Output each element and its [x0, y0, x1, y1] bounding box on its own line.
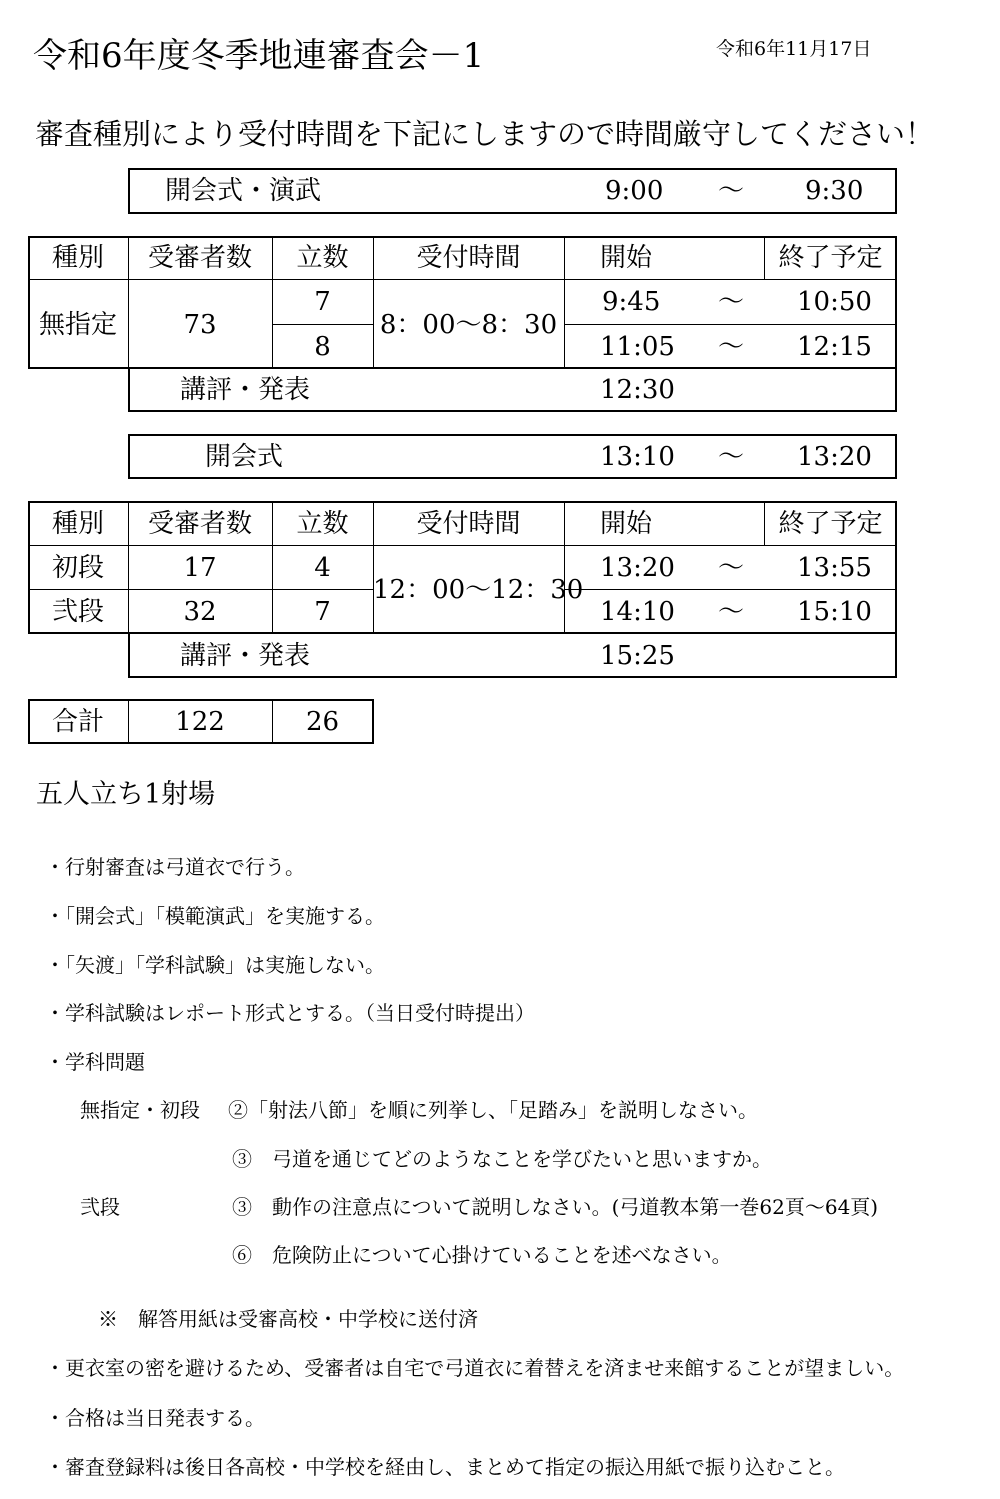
- end-time: 10:50: [797, 287, 872, 317]
- ceremony-end: 13:20: [797, 442, 872, 472]
- time-tilde: ～: [718, 287, 745, 317]
- ceremony-tilde: ～: [718, 176, 745, 206]
- time-tilde: ～: [718, 597, 745, 627]
- tachi-count: 7: [314, 287, 331, 317]
- ceremony-tilde: ～: [718, 442, 745, 472]
- end-time: 12:15: [797, 332, 872, 362]
- header-category: 種別: [51, 243, 104, 273]
- tachi-count: 4: [314, 553, 331, 583]
- note-item: ・更衣室の密を避けるため、受審者は自宅で弓道衣に着替えを済ませ来館することが望ましい。: [45, 1356, 905, 1380]
- header-examinees: 受審者数: [147, 509, 252, 539]
- tachi-count: 7: [314, 597, 331, 627]
- header-tachi: 立数: [296, 243, 349, 273]
- start-time: 9:45: [602, 287, 661, 317]
- examinees-count: 73: [183, 310, 217, 340]
- ceremony-start: 13:10: [600, 442, 675, 472]
- ceremony-label: 開会式・演武: [165, 176, 322, 206]
- note-item: ・合格は当日発表する。: [45, 1406, 265, 1430]
- review-time: 12:30: [600, 375, 675, 405]
- question-item: ②「射法八節」を順に列挙し、「足踏み」を説明しなさい。: [228, 1098, 758, 1122]
- question-item: ⑥ 危険防止について心掛けていることを述べなさい。: [232, 1243, 732, 1267]
- category-unspecified: 無指定: [38, 310, 117, 340]
- category-shodan: 初段: [51, 553, 104, 583]
- ceremony-end: 9:30: [805, 176, 864, 206]
- header-reception: 受付時間: [416, 243, 521, 273]
- question-item: ③ 動作の注意点について説明しなさい。(弓道教本第一巻62頁～64頁): [232, 1195, 879, 1219]
- ceremony-label: 開会式: [205, 442, 284, 472]
- question-group-label: 無指定・初段: [80, 1098, 200, 1122]
- answer-sheet-note: ※ 解答用紙は受審高校・中学校に送付済: [98, 1307, 478, 1331]
- header-tachi: 立数: [296, 509, 349, 539]
- header-start: 開始: [600, 243, 653, 273]
- review-label: 講評・発表: [180, 641, 311, 671]
- header-start: 開始: [600, 509, 653, 539]
- note-item: ・「矢渡」「学科試験」は実施しない。: [45, 953, 385, 977]
- review-label: 講評・発表: [180, 375, 311, 405]
- total-tachi: 26: [305, 707, 340, 737]
- note-item: ・「開会式」「模範演武」を実施する。: [45, 904, 385, 928]
- examinees-count: 17: [183, 553, 217, 583]
- time-tilde: ～: [718, 553, 745, 583]
- total-label: 合計: [51, 707, 104, 737]
- ceremony-start: 9:00: [605, 176, 664, 206]
- header-reception: 受付時間: [416, 509, 521, 539]
- page-title: 令和6年度冬季地連審査会－1: [33, 36, 485, 76]
- note-item: ・学科問題: [45, 1050, 145, 1074]
- header-end: 終了予定: [778, 509, 883, 539]
- category-nidan: 弐段: [51, 597, 104, 627]
- header-examinees: 受審者数: [147, 243, 252, 273]
- end-time: 13:55: [797, 553, 872, 583]
- start-time: 14:10: [600, 597, 675, 627]
- header-category: 種別: [51, 509, 104, 539]
- total-examinees: 122: [175, 707, 225, 737]
- note-item: ・学科試験はレポート形式とする。（当日受付時提出）: [45, 1001, 535, 1025]
- venue-heading: 五人立ち1射場: [36, 779, 216, 810]
- question-item: ③ 弓道を通じてどのようなことを学びたいと思いますか。: [232, 1147, 772, 1171]
- end-time: 15:10: [797, 597, 872, 627]
- header-end: 終了予定: [778, 243, 883, 273]
- examinees-count: 32: [183, 597, 217, 627]
- note-item: ・審査登録料は後日各高校・中学校を経由し、まとめて指定の振込用紙で振り込むこと。: [45, 1455, 845, 1479]
- note-item: ・行射審査は弓道衣で行う。: [45, 855, 305, 879]
- document-date: 令和6年11月17日: [716, 38, 872, 60]
- reception-time: 8：00～8：30: [379, 310, 558, 340]
- question-group-label: 弐段: [80, 1195, 120, 1219]
- time-tilde: ～: [718, 332, 745, 362]
- reception-notice: 審査種別により受付時間を下記にしますので時間厳守してください！: [35, 117, 935, 151]
- start-time: 13:20: [600, 553, 675, 583]
- reception-time: 12：00～12：30: [373, 575, 584, 605]
- tachi-count: 8: [314, 332, 331, 362]
- review-time: 15:25: [600, 641, 675, 671]
- start-time: 11:05: [600, 332, 675, 362]
